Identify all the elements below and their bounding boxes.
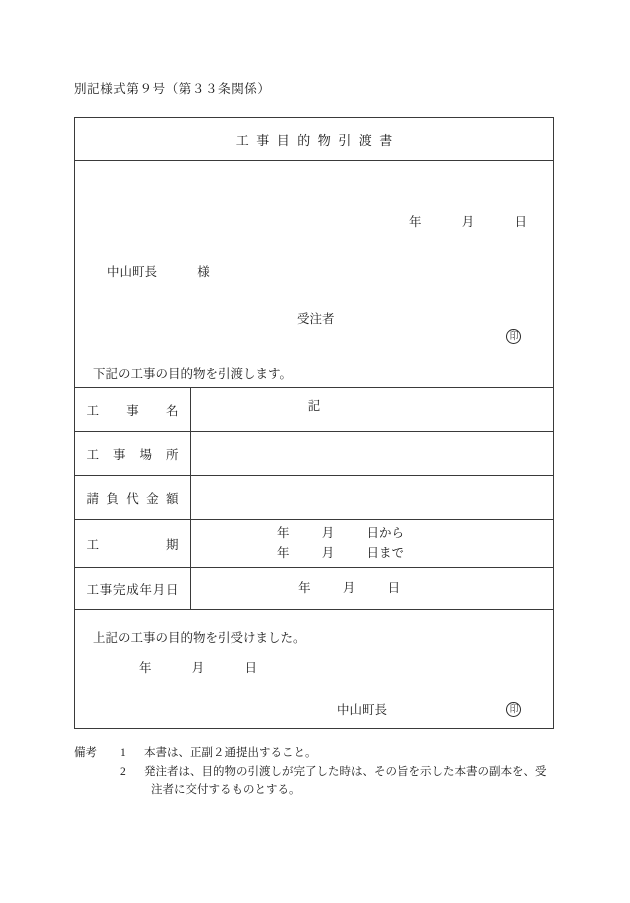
acknowledgement-text: 上記の工事の目的物を引受けました。 (93, 631, 306, 645)
ki-mark: 記 (307, 399, 321, 413)
receipt-block (75, 610, 553, 728)
form-number-header: 別記様式第９号（第３３条関係） (74, 82, 271, 96)
term-from-year: 年 (277, 526, 290, 541)
receipt-signer: 中山町長 (337, 703, 388, 717)
completion-month: 月 (342, 580, 356, 595)
note-number: 1 (120, 747, 126, 759)
label-cell (75, 568, 191, 609)
issue-date-month: 月 (461, 215, 475, 229)
table-row-term (75, 520, 553, 568)
note-text: 本書は、正副２通提出すること。 (144, 747, 317, 759)
receipt-date-day: 日 (244, 661, 258, 675)
label-construction-place: 工事場所 (86, 447, 179, 462)
notes-body (120, 744, 574, 800)
table-row-contract-amount (75, 476, 553, 520)
title-row (75, 118, 553, 161)
label-cell (75, 432, 191, 475)
value-construction-place[interactable] (191, 432, 553, 475)
label-cell (75, 476, 191, 519)
term-to-month: 月 (321, 545, 335, 560)
label-contract-amount: 請負代金額 (86, 491, 179, 506)
seal-icon (506, 329, 521, 344)
receipt-date-year: 年 (139, 661, 152, 675)
label-term: 工期 (86, 537, 179, 552)
note-item (120, 763, 574, 800)
notes-section (74, 744, 574, 800)
page-title: 工事目的物引渡書 (235, 132, 400, 148)
contractor-label: 受注者 (297, 312, 335, 326)
note-text (144, 763, 574, 800)
receipt-date-line (139, 658, 257, 676)
completion-day: 日 (387, 580, 401, 595)
value-term[interactable] (191, 520, 553, 567)
issue-date-year: 年 (408, 215, 422, 229)
addressee-honorific: 様 (197, 265, 210, 279)
delivery-form-table (74, 117, 554, 729)
term-to-day: 日まで (366, 545, 405, 560)
completion-date-line (277, 579, 467, 598)
receipt-row (75, 610, 553, 728)
notes-row (74, 744, 574, 800)
issue-date-day: 日 (514, 215, 527, 229)
table-row-construction-place (75, 432, 553, 476)
term-to-line (277, 544, 467, 563)
term-from-line (277, 524, 467, 543)
addressee-line (107, 262, 210, 280)
issue-date-line (409, 212, 527, 230)
receipt-date-month: 月 (191, 661, 205, 675)
term-from-day: 日から (366, 526, 405, 541)
term-to-year: 年 (277, 545, 290, 560)
addressee-name: 中山町長 (107, 265, 158, 279)
label-construction-name: 工事名 (86, 403, 179, 418)
label-cell (75, 520, 191, 567)
seal-icon (506, 702, 521, 717)
label-completion-date: 工事完成年月日 (86, 582, 179, 597)
note-text-line1: 発注者は、目的物の引渡しが完了した時は、その旨を示した本書の副本を、受 (144, 765, 547, 778)
contractor-seal-field (506, 327, 521, 345)
receipt-seal-field (506, 700, 521, 718)
notes-heading: 備考 (74, 747, 97, 759)
delivery-statement: 下記の工事の目的物を引渡します。 (93, 367, 293, 381)
note-text-line2: 注者に交付するものとする。 (151, 784, 301, 797)
note-item (120, 744, 574, 763)
table-row-completion-date (75, 568, 553, 610)
value-contract-amount[interactable] (191, 476, 553, 519)
value-completion-date[interactable] (191, 568, 553, 609)
note-number: 2 (120, 765, 126, 778)
completion-year: 年 (298, 580, 311, 595)
term-from-month: 月 (321, 526, 335, 541)
